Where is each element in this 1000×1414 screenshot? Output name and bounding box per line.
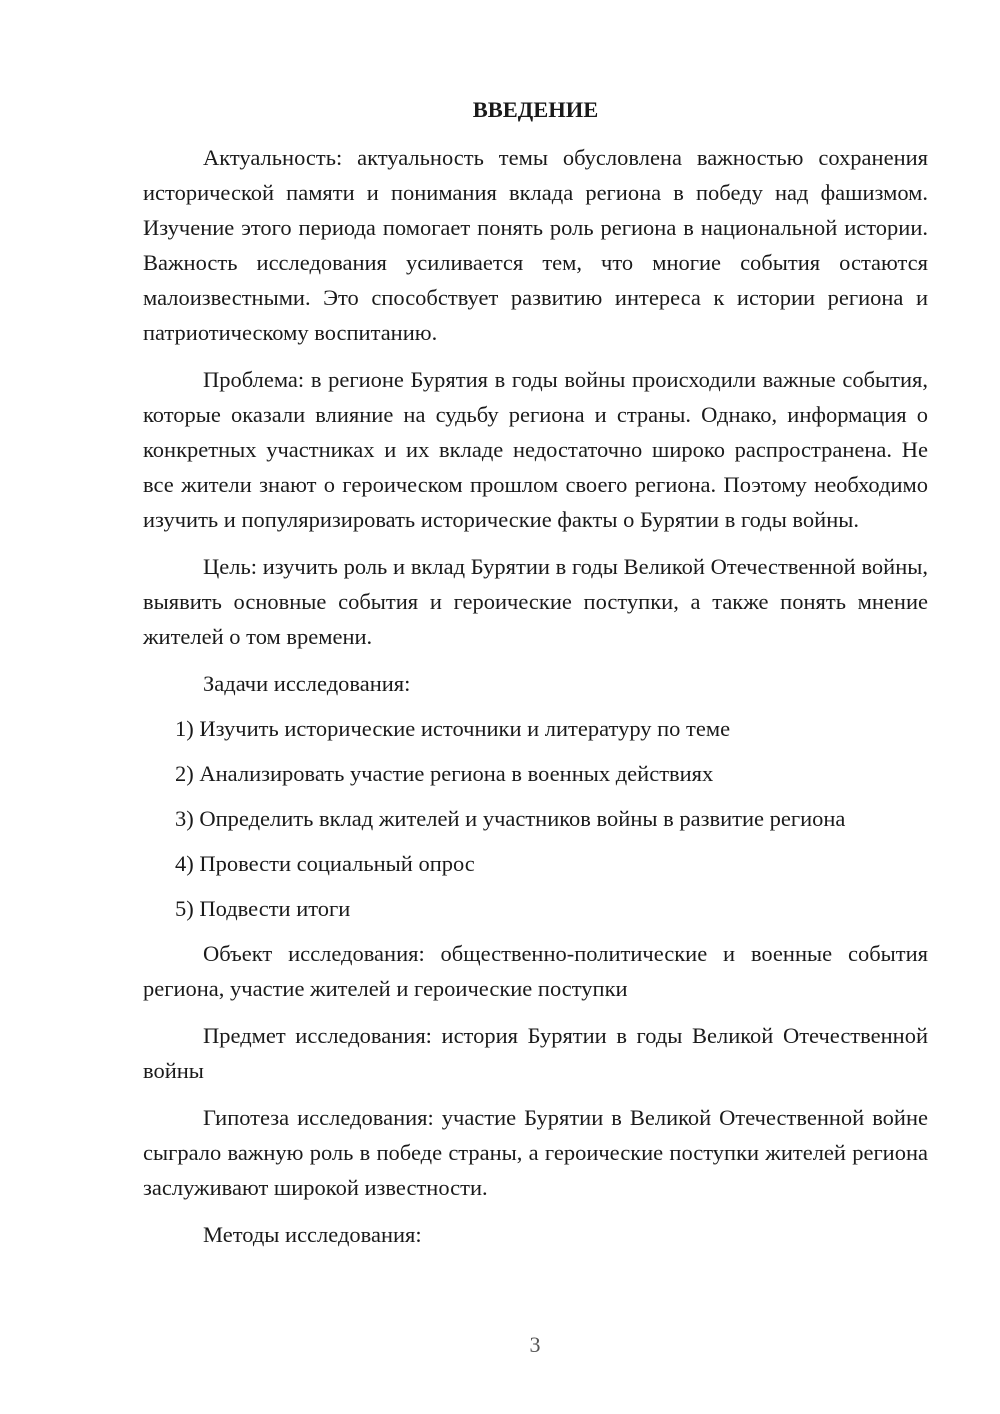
subject-paragraph: Предмет исследования: история Бурятии в годы Великой Отечественной войны [143, 1023, 928, 1083]
hypothesis-paragraph: Гипотеза исследования: участие Бурятии в Великой Отечественной войне сыграло важную роль в победе страны, а героические поступки жителей региона заслуживают широкой известности. [143, 1105, 928, 1200]
problem-paragraph: Проблема: в регионе Бурятия в годы войны происходили важные события, которые оказали влияние на судьбу региона и страны. Однако, информация о конкретных участниках и их вкладе недостаточно широко распространена. Не все жители знают о героическом прошлом своего региона. Поэтому необходимо изучить и популяризировать исторические факты о Бурятии в годы войны. [143, 367, 928, 532]
task-item-3: 3) Определить вклад жителей и участников войны в развитие региона [175, 806, 846, 831]
goal-paragraph: Цель: изучить роль и вклад Бурятии в годы Великой Отечественной войны, выявить основные события и героические поступки, а также понять мнение жителей о том времени. [143, 554, 928, 649]
task-item-5: 5) Подвести итоги [175, 896, 351, 921]
task-item-1: 1) Изучить исторические источники и литературу по теме [175, 716, 731, 741]
relevance-paragraph: Актуальность: актуальность темы обусловлена важностью сохранения исторической памяти и понимания вклада региона в победу над фашизмом. Изучение этого периода помогает понять роль региона в национальной истории. Важность исследования усиливается тем, что многие события остаются малоизвестными. Это способствует развитию интереса к истории региона и патриотическому воспитанию. [143, 145, 928, 345]
object-paragraph: Объект исследования: общественно-политические и военные события региона, участие жителей и героические поступки [143, 941, 928, 1001]
section-heading: ВВЕДЕНИЕ [472, 97, 599, 122]
methods-title: Методы исследования: [203, 1222, 422, 1247]
page-content [143, 95, 928, 1262]
task-item-4: 4) Провести социальный опрос [175, 851, 475, 876]
tasks-title: Задачи исследования: [203, 671, 411, 696]
task-item-2: 2) Анализировать участие региона в военных действиях [175, 761, 714, 786]
tasks-list [143, 711, 928, 926]
page-number: 3 [529, 1332, 541, 1357]
